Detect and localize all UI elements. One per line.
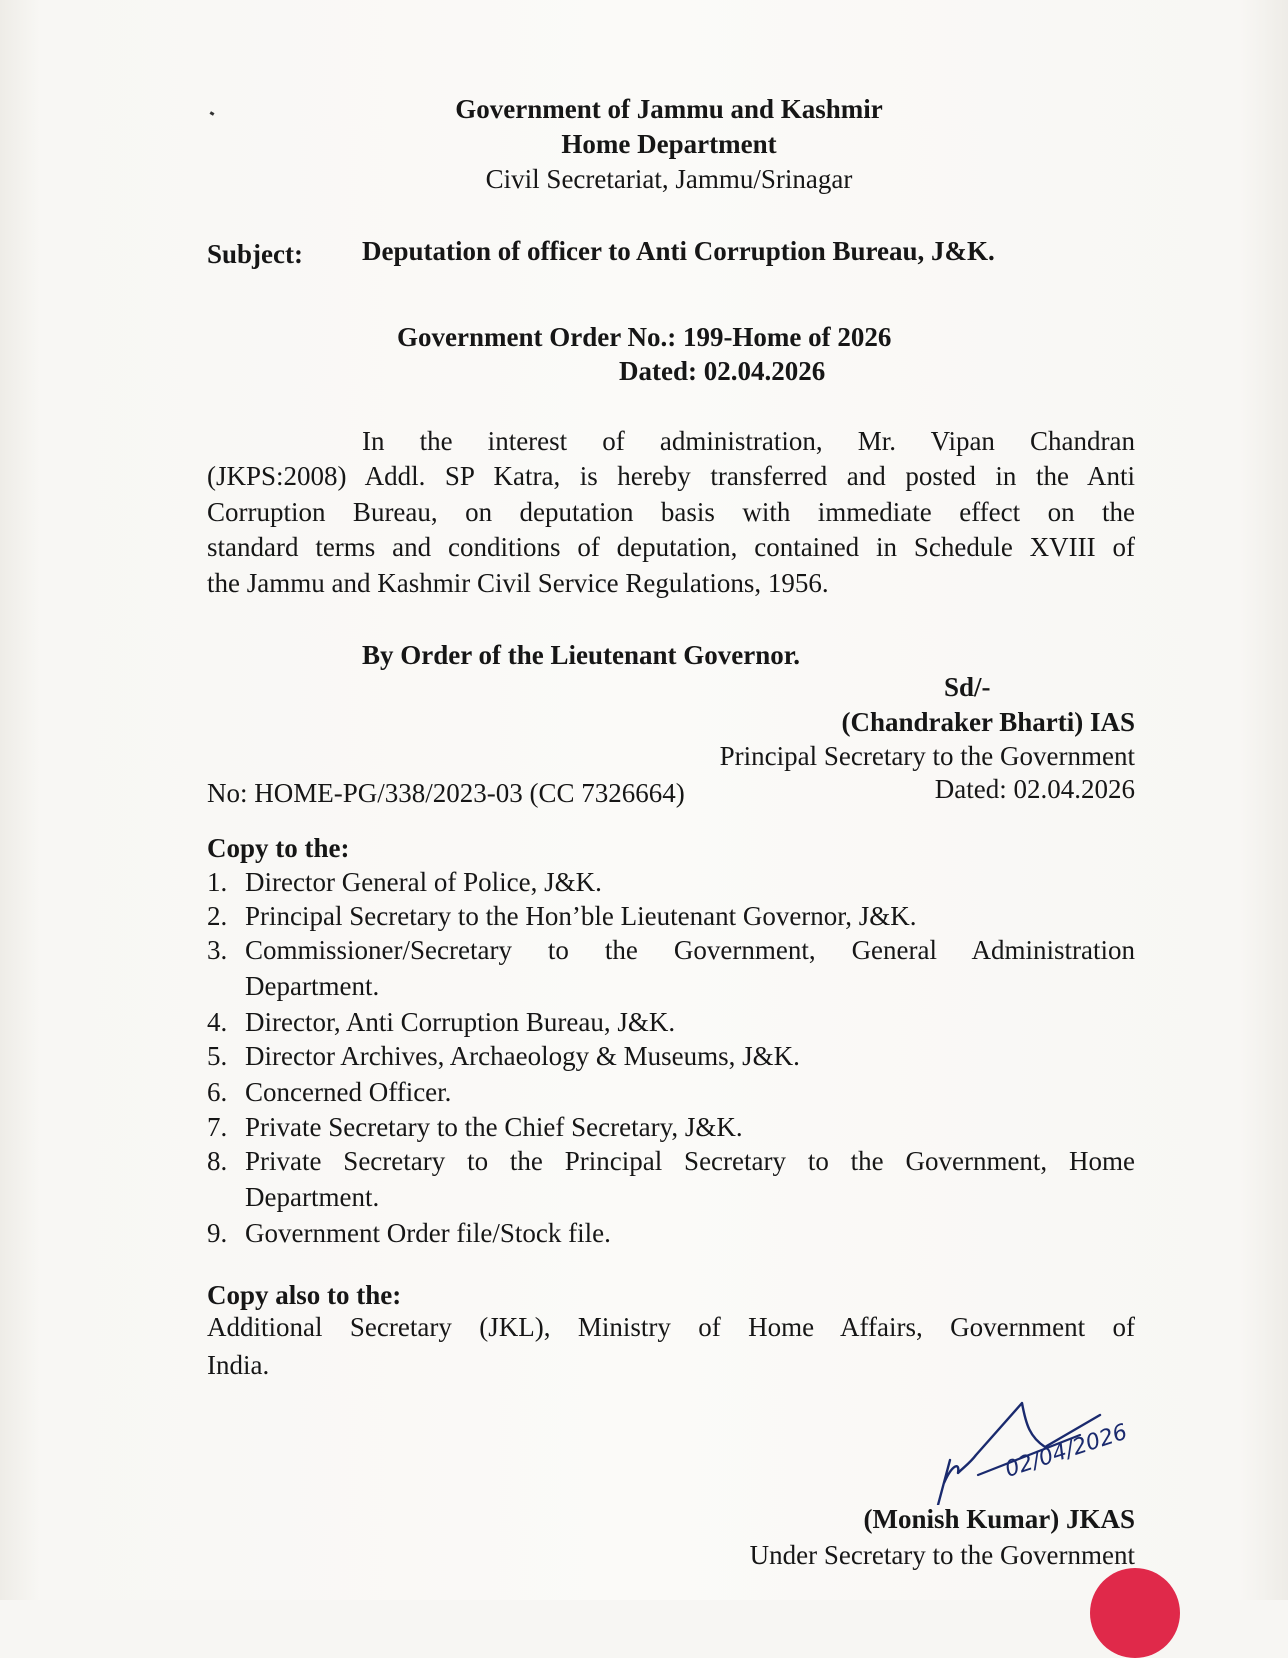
copy-also-heading: Copy also to the: [207,1280,402,1310]
body-line-3: Corruption Bureau, on deputation basis with immediate effect on the [207,497,1135,527]
item-text: Director Archives, Archaeology & Museums, J&K. [245,1041,800,1071]
subject-label: Subject: [207,239,303,269]
by-order-line: By Order of the Lieutenant Governor. [362,640,800,670]
item-text: Concerned Officer. [245,1077,452,1107]
body-line-4: standard terms and conditions of deputation, contained in Schedule XVIII of [207,532,1135,562]
body-line-5: the Jammu and Kashmir Civil Service Regulations, 1956. [207,568,829,598]
item-number: 1. [207,867,228,897]
copy-to-heading: Copy to the: [207,833,350,863]
undersigned-title: Under Secretary to the Government [749,1540,1135,1570]
item-text: Government Order file/Stock file. [245,1218,611,1248]
item-number: 7. [207,1112,228,1142]
order-dated: Dated: 02.04.2026 [619,356,826,386]
item-number: 6. [207,1077,228,1107]
item-text: Director General of Police, J&K. [245,867,602,897]
copy-also-line-2: India. [207,1350,270,1380]
signatory-name: (Chandraker Bharti) IAS [841,707,1135,737]
body-line-2: (JKPS:2008) Addl. SP Katra, is hereby transferred and posted in the Anti [207,461,1135,491]
item-text: Director, Anti Corruption Bureau, J&K. [245,1007,676,1037]
sd-mark: Sd/- [944,672,991,702]
order-number: Government Order No.: 199-Home of 2026 [397,322,892,352]
item-number: 2. [207,901,228,931]
copy-also-line-1: Additional Secretary (JKL), Ministry of Home Affairs, Government of [207,1312,1135,1342]
item-text: Commissioner/Secretary to the Government, General Administration [245,935,1135,965]
item-text-continued: Department. [245,971,380,1001]
reference-dated: Dated: 02.04.2026 [934,774,1135,804]
item-text: Private Secretary to the Chief Secretary, J&K. [245,1112,743,1142]
item-text-continued: Department. [245,1182,380,1212]
item-number: 4. [207,1007,228,1037]
signatory-title: Principal Secretary to the Government [719,741,1135,771]
copy-to-item [207,933,1135,1003]
reference-number: No: HOME-PG/338/2023-03 (CC 7326664) [207,778,685,808]
handwritten-date: 02/04/2026 [1002,1419,1131,1483]
undersigned-name: (Monish Kumar) JKAS [863,1504,1135,1534]
item-text: Private Secretary to the Principal Secretary to the Government, Home [245,1146,1135,1176]
seal-stamp-icon [1090,1568,1180,1658]
handwritten-signature-icon [930,1395,1160,1505]
header-government: Government of Jammu and Kashmir [455,94,883,124]
item-number: 5. [207,1041,228,1071]
item-number: 3. [207,935,228,965]
header-address: Civil Secretariat, Jammu/Srinagar [485,164,853,194]
body-line-1: In the interest of administration, Mr. Vipan Chandran [362,426,1135,456]
copy-to-item [207,1144,1135,1214]
item-number: 8. [207,1146,228,1176]
item-text: Principal Secretary to the Hon’ble Lieutenant Governor, J&K. [245,901,917,931]
item-number: 9. [207,1218,228,1248]
subject-text: Deputation of officer to Anti Corruption Bureau, J&K. [362,236,995,266]
header-department: Home Department [561,129,777,159]
